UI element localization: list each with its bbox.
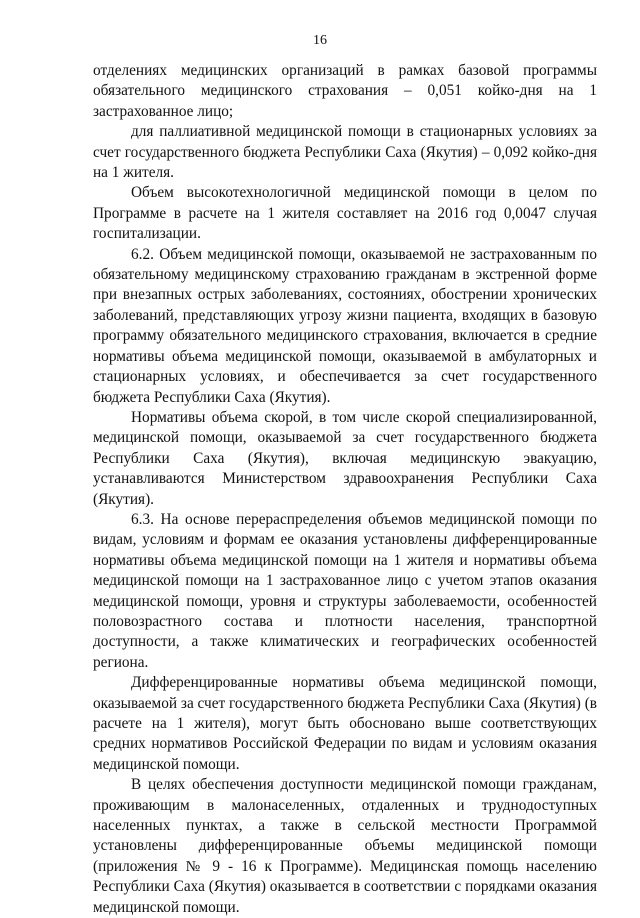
body-text [93, 61, 597, 918]
paragraph-7: Дифференцированные нормативы объема медицинской помощи, оказываемой за счет государственного бюджета Республики Саха (Якутия) (в расчете на 1 жителя), могут быть обосновано выше соответствующих средних нормативов Российской Федерации по видам и условиям оказания медицинской помощи. [93, 674, 598, 773]
paragraph-8: В целях обеспечения доступности медицинской помощи гражданам, проживающим в малонаселенных, отдаленных и труднодоступных населенных пунктах, а также в сельской местности Программой установлены дифференцированные объемы медицинской помощи (приложения № 9 - 16 к Программе). Медицинская помощь населению Республики Саха (Якутия) оказывается в соответствии с порядками оказания медицинской помощи. [93, 776, 597, 916]
paragraph-1: отделениях медицинских организаций в рамках базовой программы обязательного медицинского страхования – 0,051 койко-дня на 1 застрахованное лицо; [93, 62, 597, 120]
page-number: 16 [313, 33, 327, 48]
paragraph-4: 6.2. Объем медицинской помощи, оказываемой не застрахованным по обязательному медицинскому страхованию гражданам в экстренной форме при внезапных острых заболеваниях, состояниях, обострении хронических заболеваний, представляющих угрозу жизни пациента, входящих в базовую программу обязательного медицинского страхования, включается в средние нормативы объема медицинской помощи, оказываемой в амбулаторных и стационарных условиях, и обеспечивается за счет государственного бюджета Республики Саха (Якутия). [93, 245, 597, 406]
paragraph-5: Нормативы объема скорой, в том числе скорой специализированной, медицинской помощи, оказываемой за счет государственного бюджета Республики Саха (Якутия), включая медицинскую эвакуацию, устанавливаются Министерством здравоохранения Республики Саха (Якутия). [93, 408, 597, 508]
paragraph-6: 6.3. На основе перераспределения объемов медицинской помощи по видам, условиям и формам ее оказания установлены дифференцированные нормативы объема медицинской помощи на 1 жителя и нормативы объема медицинской помощи на 1 застрахованное лицо с учетом этапов оказания медицинской помощи, уровня и структуры заболеваемости, особенностей половозрастного состава и плотности населения, транспортной доступности, а также климатических и географических особенностей региона. [93, 510, 597, 671]
paragraph-2: для паллиативной медицинской помощи в стационарных условиях за счет государственного бюджета Республики Саха (Якутия) – 0,092 койко-дня на 1 жителя. [93, 123, 597, 182]
paragraph-3: Объем высокотехнологичной медицинской помощи в целом по Программе в расчете на 1 жителя составляет на 2016 год 0,0047 случая госпитализации. [93, 184, 597, 243]
